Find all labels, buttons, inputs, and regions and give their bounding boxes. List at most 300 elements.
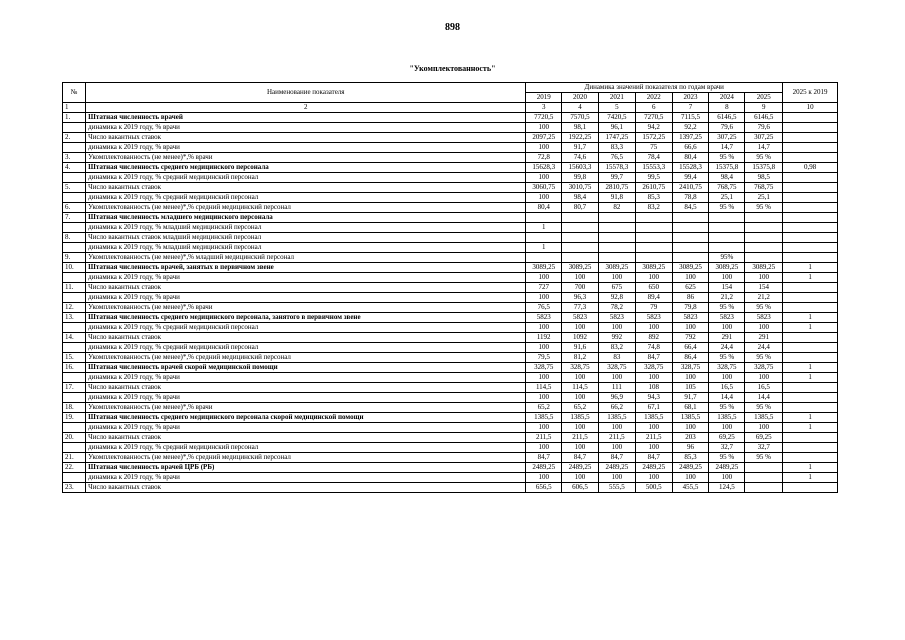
row-number: 1. (63, 113, 86, 123)
ratio-value (783, 393, 838, 403)
year-value: 75 (635, 143, 672, 153)
indicator-name: динамика к 2019 году, % средний медицинский персонал (86, 443, 526, 453)
year-value: 100 (745, 323, 783, 333)
indicator-name: динамика к 2019 году, % врачи (86, 293, 526, 303)
row-number: 15. (63, 353, 86, 363)
year-value: 74,6 (562, 153, 599, 163)
year-value: 78,4 (635, 153, 672, 163)
table-row (63, 443, 838, 453)
header-dynamics: Динамика значений показателя по годам врачи (526, 83, 783, 93)
year-value: 100 (562, 373, 599, 383)
year-value: 84,7 (635, 353, 672, 363)
header-year: 2022 (635, 93, 672, 103)
ratio-value (783, 193, 838, 203)
year-value: 16,5 (709, 383, 745, 393)
year-value: 24,4 (745, 343, 783, 353)
year-value: 211,5 (635, 433, 672, 443)
table-row (63, 233, 838, 243)
row-number (63, 123, 86, 133)
table-row (63, 163, 838, 173)
year-value: 16,5 (745, 383, 783, 393)
year-value: 14,4 (709, 393, 745, 403)
ratio-value: 1 (783, 363, 838, 373)
year-value: 100 (745, 273, 783, 283)
year-value (562, 233, 599, 243)
table-row (63, 293, 838, 303)
header-year: 2019 (526, 93, 562, 103)
year-value: 81,2 (562, 353, 599, 363)
indicator-name: динамика к 2019 году, % врачи (86, 143, 526, 153)
year-value: 100 (526, 193, 562, 203)
row-number: 8. (63, 233, 86, 243)
year-value: 7270,5 (635, 113, 672, 123)
table-row (63, 413, 838, 423)
table-row (63, 383, 838, 393)
year-value: 84,5 (672, 203, 709, 213)
year-value: 2489,25 (562, 463, 599, 473)
table-row (63, 313, 838, 323)
year-value: 7420,5 (598, 113, 635, 123)
indicator-name: динамика к 2019 году, % врачи (86, 273, 526, 283)
year-value: 15375,8 (745, 163, 783, 173)
year-value: 99,8 (562, 173, 599, 183)
indicator-name: динамика к 2019 году, % врачи (86, 393, 526, 403)
table-row (63, 433, 838, 443)
year-value: 100 (709, 473, 745, 483)
year-value: 99,7 (598, 173, 635, 183)
ratio-value (783, 333, 838, 343)
year-value (745, 473, 783, 483)
year-value (745, 483, 783, 493)
row-number: 23. (63, 483, 86, 493)
year-value: 100 (635, 443, 672, 453)
year-value: 96,9 (598, 393, 635, 403)
indicator-name: динамика к 2019 году, % врачи (86, 473, 526, 483)
indicator-name: динамика к 2019 году, % младший медицинский персонал (86, 223, 526, 233)
table-row (63, 483, 838, 493)
column-number: 5 (598, 103, 635, 113)
year-value: 91,7 (562, 143, 599, 153)
year-value (598, 213, 635, 223)
year-value: 5823 (562, 313, 599, 323)
year-value: 24,4 (709, 343, 745, 353)
year-value: 100 (635, 423, 672, 433)
indicator-name: Укомплектованность (не менее)*,% врачи (86, 303, 526, 313)
year-value: 500,5 (635, 483, 672, 493)
year-value: 1385,5 (635, 413, 672, 423)
ratio-value (783, 433, 838, 443)
year-value: 1385,5 (526, 413, 562, 423)
year-value: 83,2 (635, 203, 672, 213)
year-value: 606,5 (562, 483, 599, 493)
row-number (63, 223, 86, 233)
indicator-name: Штатная численность врачей (86, 113, 526, 123)
table-row (63, 113, 838, 123)
year-value: 15628,3 (526, 163, 562, 173)
year-value: 211,5 (526, 433, 562, 443)
year-value (709, 223, 745, 233)
ratio-value (783, 233, 838, 243)
year-value: 100 (562, 273, 599, 283)
year-value: 328,75 (526, 363, 562, 373)
year-value: 100 (709, 323, 745, 333)
year-value: 80,4 (672, 153, 709, 163)
row-number: 13. (63, 313, 86, 323)
year-value (598, 223, 635, 233)
year-value: 656,5 (526, 483, 562, 493)
row-number (63, 273, 86, 283)
year-value: 100 (526, 423, 562, 433)
column-number: 10 (783, 103, 838, 113)
year-value: 992 (598, 333, 635, 343)
ratio-value (783, 453, 838, 463)
year-value: 100 (635, 473, 672, 483)
year-value: 66,6 (672, 143, 709, 153)
year-value: 95 % (709, 453, 745, 463)
year-value: 100 (526, 173, 562, 183)
indicator-name: динамика к 2019 году, % средний медицинский персонал (86, 343, 526, 353)
year-value: 328,75 (745, 363, 783, 373)
column-number: 2 (86, 103, 526, 113)
ratio-value (783, 243, 838, 253)
ratio-value (783, 443, 838, 453)
year-value (709, 243, 745, 253)
year-value: 15375,8 (709, 163, 745, 173)
year-value: 92,2 (672, 123, 709, 133)
ratio-value (783, 223, 838, 233)
year-value: 100 (526, 143, 562, 153)
year-value: 80,4 (526, 203, 562, 213)
indicator-name: динамика к 2019 году, % средний медицинский персонал (86, 193, 526, 203)
year-value: 79,6 (745, 123, 783, 133)
table-row (63, 363, 838, 373)
ratio-value (783, 253, 838, 263)
year-value: 2489,25 (635, 463, 672, 473)
year-value: 211,5 (598, 433, 635, 443)
table-row (63, 333, 838, 343)
year-value: 100 (562, 443, 599, 453)
ratio-value: 1 (783, 323, 838, 333)
ratio-value: 1 (783, 373, 838, 383)
table-row (63, 193, 838, 203)
year-value (745, 233, 783, 243)
year-value: 100 (709, 423, 745, 433)
document-title: "Укомплектованность" (409, 64, 496, 73)
year-value: 95 % (745, 203, 783, 213)
year-value: 85,3 (635, 193, 672, 203)
year-value: 95 % (745, 453, 783, 463)
indicator-name: Число вакантных ставок младший медицинский персонал (86, 233, 526, 243)
year-value: 84,7 (598, 453, 635, 463)
ratio-value: 1 (783, 263, 838, 273)
year-value: 76,5 (598, 153, 635, 163)
year-value: 700 (562, 283, 599, 293)
year-value: 95 % (745, 403, 783, 413)
year-value: 1385,5 (672, 413, 709, 423)
year-value (745, 223, 783, 233)
year-value (745, 463, 783, 473)
year-value: 625 (672, 283, 709, 293)
year-value: 7720,5 (526, 113, 562, 123)
indicator-name: Число вакантных ставок (86, 183, 526, 193)
year-value (598, 253, 635, 263)
ratio-value (783, 173, 838, 183)
year-value: 100 (672, 473, 709, 483)
year-value: 3010,75 (562, 183, 599, 193)
indicator-name: динамика к 2019 году, % врачи (86, 423, 526, 433)
ratio-value (783, 133, 838, 143)
year-value: 291 (709, 333, 745, 343)
year-value: 25,1 (709, 193, 745, 203)
year-value: 1385,5 (562, 413, 599, 423)
year-value (745, 253, 783, 263)
year-value: 15603,3 (562, 163, 599, 173)
ratio-value (783, 123, 838, 133)
table-row (63, 183, 838, 193)
year-value: 78,2 (598, 303, 635, 313)
header-ratio: 2025 к 2019 (783, 83, 838, 103)
row-number: 16. (63, 363, 86, 373)
table-row (63, 463, 838, 473)
year-value: 69,25 (745, 433, 783, 443)
header-year: 2020 (562, 93, 599, 103)
indicator-name: динамика к 2019 году, % врачи (86, 373, 526, 383)
indicator-name: Штатная численность среднего медицинского персонала, занятого в первичном звене (86, 313, 526, 323)
table-row (63, 173, 838, 183)
year-value (672, 253, 709, 263)
year-value: 3089,25 (709, 263, 745, 273)
year-value (635, 223, 672, 233)
row-number: 14. (63, 333, 86, 343)
table-row (63, 283, 838, 293)
indicator-name: Число вакантных ставок (86, 283, 526, 293)
year-value: 14,7 (709, 143, 745, 153)
row-number: 20. (63, 433, 86, 443)
year-value: 1397,25 (672, 133, 709, 143)
year-value: 5823 (526, 313, 562, 323)
indicator-name: Число вакантных ставок (86, 433, 526, 443)
year-value: 100 (526, 373, 562, 383)
row-number: 6. (63, 203, 86, 213)
indicator-name: динамика к 2019 году, % врачи (86, 123, 526, 133)
year-value: 99,4 (672, 173, 709, 183)
row-number (63, 173, 86, 183)
year-value: 5823 (672, 313, 709, 323)
row-number: 19. (63, 413, 86, 423)
indicator-name: Штатная численность среднего медицинского персонала скорой медицинской помощи (86, 413, 526, 423)
row-number (63, 393, 86, 403)
year-value: 2489,25 (672, 463, 709, 473)
row-number: 17. (63, 383, 86, 393)
year-value: 66,4 (672, 343, 709, 353)
year-value: 3089,25 (526, 263, 562, 273)
row-number: 10. (63, 263, 86, 273)
year-value (635, 233, 672, 243)
row-number (63, 423, 86, 433)
table-row (63, 203, 838, 213)
year-value: 203 (672, 433, 709, 443)
year-value: 95 % (709, 153, 745, 163)
table-row (63, 263, 838, 273)
table-row (63, 453, 838, 463)
year-value: 100 (672, 423, 709, 433)
ratio-value (783, 483, 838, 493)
year-value: 100 (598, 373, 635, 383)
year-value: 84,7 (526, 453, 562, 463)
year-value: 100 (526, 123, 562, 133)
header-year: 2024 (709, 93, 745, 103)
year-value: 98,4 (562, 193, 599, 203)
ratio-value: 1 (783, 313, 838, 323)
indicator-name: Укомплектованность (не менее)*,% средний медицинский персонал (86, 453, 526, 463)
indicator-name: динамика к 2019 году, % младший медицинский персонал (86, 243, 526, 253)
year-value (526, 233, 562, 243)
year-value (709, 233, 745, 243)
table-row (63, 393, 838, 403)
column-number: 7 (672, 103, 709, 113)
row-number (63, 143, 86, 153)
ratio-value (783, 283, 838, 293)
year-value: 100 (635, 373, 672, 383)
ratio-value (783, 403, 838, 413)
year-value: 83,3 (598, 143, 635, 153)
year-value: 86,4 (672, 353, 709, 363)
year-value (672, 223, 709, 233)
indicator-name: Штатная численность врачей ЦРБ (РБ) (86, 463, 526, 473)
year-value: 100 (526, 293, 562, 303)
year-value: 96,1 (598, 123, 635, 133)
year-value: 100 (672, 273, 709, 283)
year-value: 100 (526, 393, 562, 403)
year-value: 86 (672, 293, 709, 303)
year-value: 68,1 (672, 403, 709, 413)
year-value: 328,75 (635, 363, 672, 373)
indicator-name: Штатная численность среднего медицинского персонала (86, 163, 526, 173)
indicator-name: Штатная численность врачей, занятых в первичном звене (86, 263, 526, 273)
row-number: 3. (63, 153, 86, 163)
year-value (635, 253, 672, 263)
year-value: 100 (526, 443, 562, 453)
year-value: 154 (709, 283, 745, 293)
year-value: 84,7 (635, 453, 672, 463)
year-value: 100 (598, 443, 635, 453)
ratio-value (783, 113, 838, 123)
year-value (672, 213, 709, 223)
year-value: 76,5 (526, 303, 562, 313)
row-number: 7. (63, 213, 86, 223)
ratio-value (783, 303, 838, 313)
year-value: 95 % (709, 303, 745, 313)
year-value: 100 (709, 373, 745, 383)
year-value: 25,1 (745, 193, 783, 203)
year-value: 3089,25 (672, 263, 709, 273)
header-indicator-name: Наименование показателя (86, 83, 526, 103)
year-value: 79,8 (672, 303, 709, 313)
ratio-value (783, 293, 838, 303)
year-value: 124,5 (709, 483, 745, 493)
year-value: 100 (635, 323, 672, 333)
indicator-name: Штатная численность врачей скорой медицинской помощи (86, 363, 526, 373)
table-row (63, 343, 838, 353)
page-number: 898 (445, 22, 460, 33)
year-value: 32,7 (709, 443, 745, 453)
year-value: 1385,5 (745, 413, 783, 423)
year-value (672, 243, 709, 253)
year-value (598, 243, 635, 253)
year-value: 3089,25 (562, 263, 599, 273)
year-value: 95 % (709, 403, 745, 413)
year-value: 7570,5 (562, 113, 599, 123)
year-value (526, 253, 562, 263)
indicator-name: Укомплектованность (не менее)*,% врачи (86, 153, 526, 163)
year-value: 32,7 (745, 443, 783, 453)
year-value: 1 (526, 243, 562, 253)
year-value: 100 (672, 373, 709, 383)
year-value: 100 (526, 273, 562, 283)
year-value: 3089,25 (745, 263, 783, 273)
year-value: 95% (709, 253, 745, 263)
year-value: 74,8 (635, 343, 672, 353)
year-value: 3060,75 (526, 183, 562, 193)
year-value: 69,25 (709, 433, 745, 443)
year-value: 14,4 (745, 393, 783, 403)
year-value: 100 (526, 343, 562, 353)
ratio-value: 1 (783, 273, 838, 283)
year-value: 1747,25 (598, 133, 635, 143)
year-value: 100 (745, 373, 783, 383)
year-value: 5823 (709, 313, 745, 323)
year-value: 15553,3 (635, 163, 672, 173)
ratio-value (783, 143, 838, 153)
year-value: 89,4 (635, 293, 672, 303)
year-value: 82 (598, 203, 635, 213)
year-value: 15578,3 (598, 163, 635, 173)
table-row (63, 223, 838, 233)
row-number (63, 193, 86, 203)
table-row (63, 353, 838, 363)
ratio-value (783, 183, 838, 193)
year-value: 95 % (745, 353, 783, 363)
year-value: 211,5 (562, 433, 599, 443)
year-value: 291 (745, 333, 783, 343)
indicator-name: Укомплектованность (не менее)*,% врачи (86, 403, 526, 413)
year-value: 328,75 (672, 363, 709, 373)
year-value (562, 223, 599, 233)
year-value: 307,25 (709, 133, 745, 143)
year-value: 6146,5 (709, 113, 745, 123)
year-value: 105 (672, 383, 709, 393)
year-value: 83 (598, 353, 635, 363)
year-value: 95 % (745, 153, 783, 163)
year-value: 84,7 (562, 453, 599, 463)
year-value: 92,8 (598, 293, 635, 303)
year-value: 328,75 (562, 363, 599, 373)
year-value: 555,5 (598, 483, 635, 493)
year-value: 94,2 (635, 123, 672, 133)
year-value: 2097,25 (526, 133, 562, 143)
year-value: 768,75 (745, 183, 783, 193)
year-value: 21,2 (709, 293, 745, 303)
year-value: 98,4 (709, 173, 745, 183)
year-value: 100 (598, 473, 635, 483)
year-value (672, 233, 709, 243)
year-value: 66,2 (598, 403, 635, 413)
year-value: 328,75 (598, 363, 635, 373)
year-value: 100 (562, 393, 599, 403)
table-row (63, 243, 838, 253)
year-value: 67,1 (635, 403, 672, 413)
year-value: 108 (635, 383, 672, 393)
